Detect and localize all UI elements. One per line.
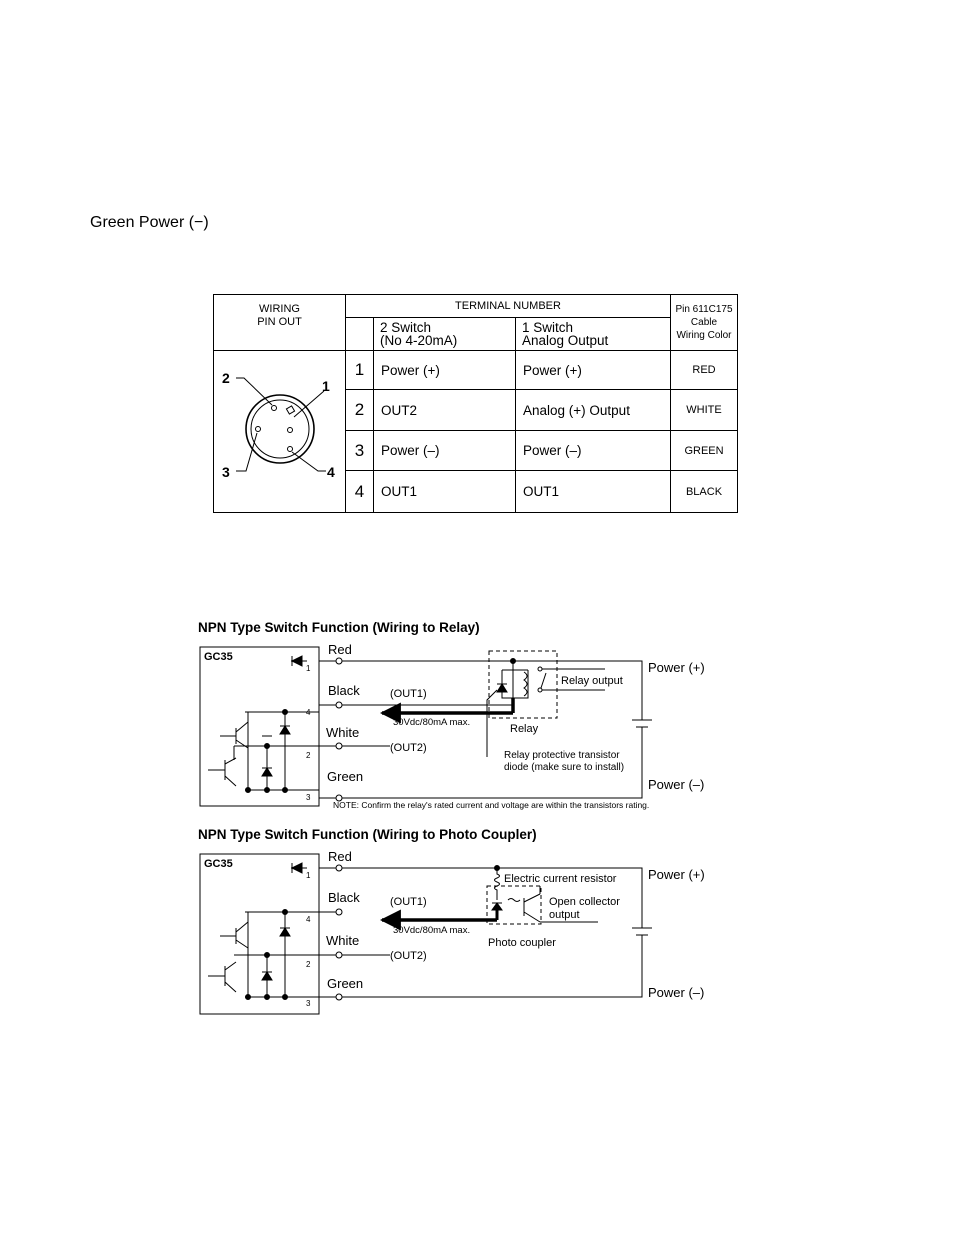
wire-label-red: Red (328, 849, 352, 864)
one-switch-cell: Power (+) (516, 351, 671, 390)
diode-note-line1: Relay protective transistor (504, 750, 620, 761)
terminal-number: 1 (346, 351, 374, 390)
relay-label: Relay (510, 723, 539, 735)
terminal-number: 4 (346, 471, 374, 513)
cable-header-line3: Wiring Color (676, 330, 732, 341)
pin-number: 4 (306, 708, 311, 717)
current-max-label: 30Vdc/80mA max. (393, 925, 471, 936)
terminal-number: 3 (346, 430, 374, 471)
wire-label-black: Black (328, 890, 360, 905)
cable-header-line2: Cable (690, 317, 718, 328)
pin-label-4: 4 (327, 464, 335, 480)
pin-label-2: 2 (222, 370, 230, 386)
one-switch-line2: Analog Output (522, 333, 609, 348)
pin-number: 3 (306, 793, 311, 802)
wire-color-cell: BLACK (671, 471, 738, 513)
one-switch-cell: OUT1 (516, 471, 671, 513)
pin-number: 3 (306, 999, 311, 1008)
wire-label-green: Green (327, 769, 364, 784)
power-plus-label: Power (+) (648, 867, 705, 882)
two-switch-cell: Power (+) (374, 351, 516, 390)
out2-label: (OUT2) (390, 950, 427, 962)
out1-label: (OUT1) (390, 688, 427, 700)
pin-number: 1 (306, 871, 311, 880)
pin-number: 1 (306, 664, 311, 673)
intro-text: Green Power (−) (90, 214, 209, 231)
cable-header-line1: Pin 611C175 (675, 304, 733, 315)
wire-label-black: Black (328, 683, 360, 698)
gc35-box (200, 647, 319, 806)
power-minus-label: Power (–) (648, 985, 705, 1000)
pin-number: 2 (306, 751, 311, 760)
wire-label-red: Red (328, 642, 352, 657)
open-collector-line2: output (549, 909, 580, 921)
pin-number: 4 (306, 915, 311, 924)
wire-label-white: White (326, 933, 360, 948)
wire-color-cell: WHITE (671, 390, 738, 431)
two-switch-cell: Power (–) (374, 430, 516, 471)
two-switch-line1: 2 Switch (380, 320, 432, 335)
two-switch-cell: OUT2 (374, 390, 516, 431)
power-minus-label: Power (–) (648, 777, 705, 792)
diode-note-line2: diode (make sure to install) (504, 762, 625, 773)
wire-color-cell: GREEN (671, 430, 738, 471)
one-switch-cell: Analog (+) Output (516, 390, 671, 431)
wiring-header-line2: PIN OUT (257, 316, 302, 328)
one-switch-cell: Power (–) (516, 430, 671, 471)
device-label: GC35 (204, 651, 233, 663)
one-switch-line1: 1 Switch (522, 320, 574, 335)
wiring-header-line1: WIRING (259, 303, 300, 315)
two-switch-cell: OUT1 (374, 471, 516, 513)
device-label: GC35 (204, 858, 233, 870)
current-max-label: 30Vdc/80mA max. (393, 717, 471, 728)
relay-circuit-title: NPN Type Switch Function (Wiring to Relay) (198, 620, 480, 635)
resistor-label: Electric current resistor (504, 873, 617, 885)
wire-color-cell: RED (671, 351, 738, 390)
pin-label-3: 3 (222, 464, 230, 480)
photo-coupler-circuit-title: NPN Type Switch Function (Wiring to Photo Coupler) (198, 827, 537, 842)
pin-label-1: 1 (322, 378, 330, 394)
terminal-number-header: TERMINAL NUMBER (346, 295, 671, 318)
relay-output-label: Relay output (561, 675, 623, 687)
out1-label: (OUT1) (390, 896, 427, 908)
power-plus-label: Power (+) (648, 660, 705, 675)
relay-note: NOTE: Confirm the relay's rated current and voltage are within the transistors rating. (333, 800, 650, 810)
wire-label-white: White (326, 725, 360, 740)
out2-label: (OUT2) (390, 742, 427, 754)
terminal-number: 2 (346, 390, 374, 431)
photo-coupler-label: Photo coupler (488, 937, 556, 949)
wire-label-green: Green (327, 976, 364, 991)
two-switch-line2: (No 4-20mA) (380, 333, 458, 348)
pin-number: 2 (306, 960, 311, 969)
gc35-box-2 (200, 854, 319, 1014)
open-collector-line1: Open collector (549, 896, 620, 908)
